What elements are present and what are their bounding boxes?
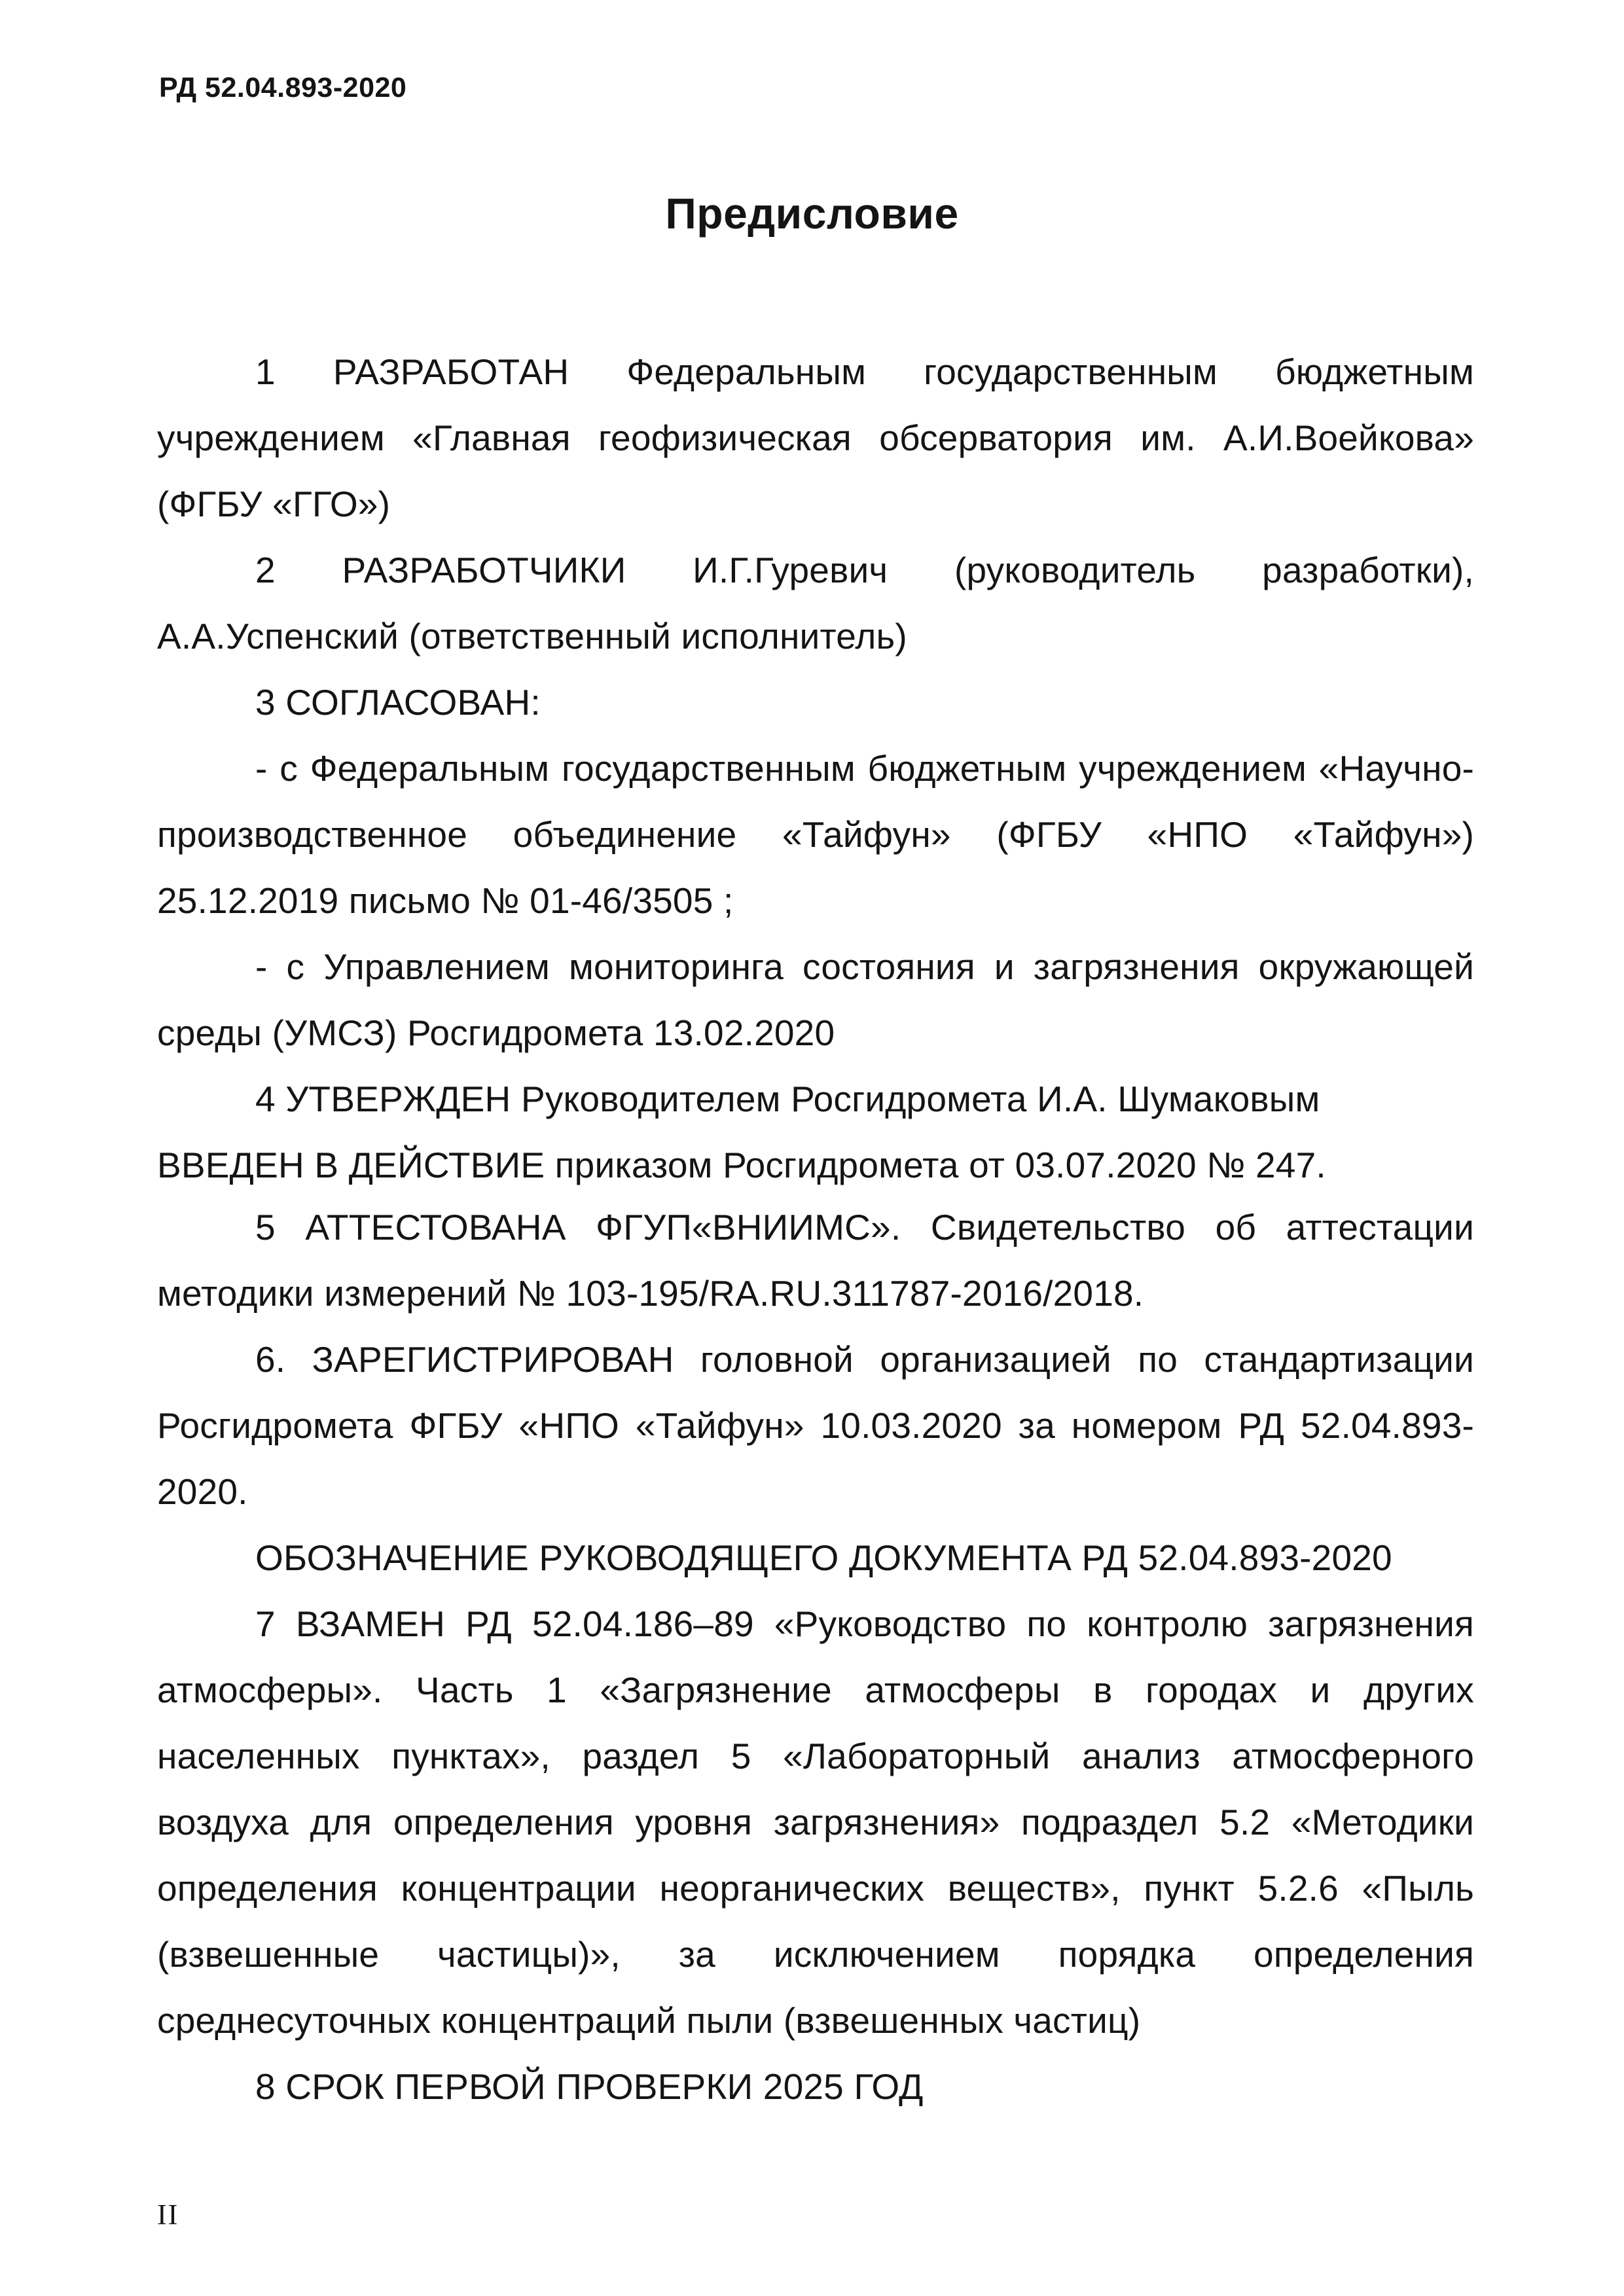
paragraph-agreed-umsz: - с Управлением мониторинга состояния и загрязнения окружающей среды (УМСЗ) Росгидромета 13.02.2020 [157,946,1474,1053]
paragraph-designation: ОБОЗНАЧЕНИЕ РУКОВОДЯЩЕГО ДОКУМЕНТА РД 52.04.893-2020 [255,1537,1392,1578]
paragraph-agreed: 3 СОГЛАСОВАН: [255,682,541,723]
paragraph-first-review: 8 СРОК ПЕРВОЙ ПРОВЕРКИ 2025 ГОД [255,2066,924,2107]
paragraph-replaces: 7 ВЗАМЕН РД 52.04.186–89 «Руководство по контролю загрязнения атмосферы». Часть 1 «Загрязнение атмосферы в городах и других населенных пунктах», раздел 5 «Лабораторный анализ атмосферного воздуха для определения уровня загрязнения» подраздел 5.2 «Методики определения концентрации неорганических веществ», пункт 5.2.6 «Пыль (взвешенные частицы)», за исключением порядка определения среднесуточных концентраций пыли (взвешенных частиц) [157,1604,1474,2041]
paragraph-developed-by: 1 РАЗРАБОТАН Федеральным государственным бюджетным учреждением «Главная геофизическая обсерватория им. А.И.Воейкова» (ФГБУ «ГГО») [157,351,1474,524]
paragraph-agreed-typhoon: - с Федеральным государственным бюджетным учреждением «Научно-производственное объединение «Тайфун» (ФГБУ «НПО «Тайфун») 25.12.2019 письмо № 01-46/3505 ; [157,748,1474,921]
paragraph-enacted: ВВЕДЕН В ДЕЙСТВИЕ приказом Росгидромета от 03.07.2020 № 247. [157,1145,1326,1185]
document-code: РД 52.04.893-2020 [159,72,407,103]
page-title: Предисловие [665,189,959,238]
paragraph-approved: 4 УТВЕРЖДЕН Руководителем Росгидромета И.А. Шумаковым [255,1079,1320,1119]
page-number: II [157,2198,179,2231]
paragraph-certified: 5 АТТЕСТОВАНА ФГУП«ВНИИМС». Свидетельство об аттестации методики измерений № 103-195/RA.RU.311787-2016/2018. [157,1207,1474,1314]
foreword-body [157,339,1474,2120]
paragraph-registered: 6. ЗАРЕГИСТРИРОВАН головной организацией по стандартизации Росгидромета ФГБУ «НПО «Тайфун» 10.03.2020 за номером РД 52.04.893-2020. [157,1339,1474,1512]
paragraph-developers: 2 РАЗРАБОТЧИКИ И.Г.Гуревич (руководитель разработки), А.А.Успенский (ответственный исполнитель) [157,550,1474,656]
